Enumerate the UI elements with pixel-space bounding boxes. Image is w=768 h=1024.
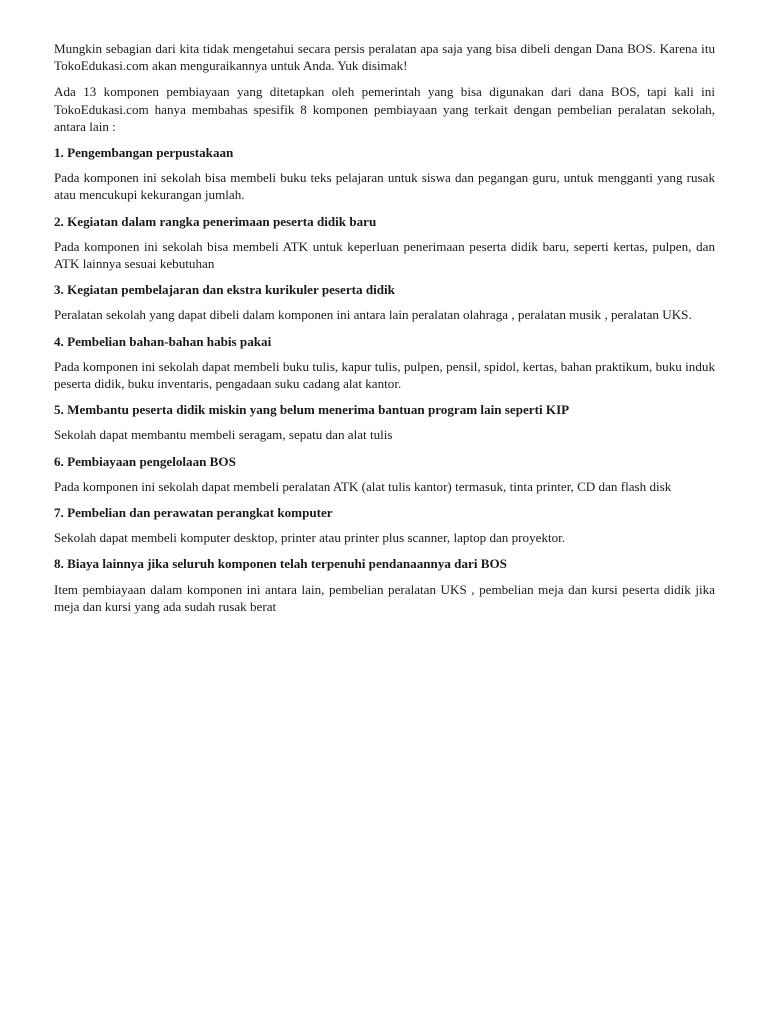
section-text: Peralatan sekolah yang dapat dibeli dalam komponen ini antara lain peralatan olahraga , peralatan musik , peralatan UKS.	[54, 307, 692, 323]
section-text: Item pembiayaan dalam komponen ini antara lain, pembelian peralatan UKS , pembelian meja dan kursi peserta didik jika meja dan kursi yang ada sudah rusak berat	[54, 581, 715, 614]
section-heading: 8. Biaya lainnya jika seluruh komponen telah terpenuhi pendanaannya dari BOS	[54, 556, 507, 572]
section-text: Pada komponen ini sekolah dapat membeli buku tulis, kapur tulis, pulpen, pensil, spidol, kertas, bahan praktikum, buku induk peserta didik, buku inventaris, pengadaan suku cadang alat kantor.	[54, 358, 715, 392]
intro-paragraph-2: Ada 13 komponen pembiayaan yang ditetapkan oleh pemerintah yang bisa digunakan dari dana BOS, tapi kali ini TokoEdukasi.com hanya membahas spesifik 8 komponen pembiayaan yang terkait dengan pembelian peralatan sekolah, antara lain :	[54, 84, 715, 134]
section-2	[54, 213, 715, 273]
section-heading: 4. Pembelian bahan-bahan habis pakai	[54, 333, 272, 349]
section-text: Sekolah dapat membantu membeli seragam, sepatu dan alat tulis	[54, 427, 393, 443]
section-text: Sekolah dapat membeli komputer desktop, printer atau printer plus scanner, laptop dan proyektor.	[54, 530, 566, 546]
document-page	[54, 40, 715, 624]
section-heading: 6. Pembiayaan pengelolaan BOS	[54, 453, 236, 469]
section-5	[54, 401, 715, 443]
section-text: Pada komponen ini sekolah bisa membeli buku teks pelajaran untuk siswa dan pegangan guru, untuk mengganti yang rusak atau mencukupi kekurangan jumlah.	[54, 170, 715, 203]
section-heading: 1. Pengembangan perpustakaan	[54, 145, 234, 161]
section-heading: 2. Kegiatan dalam rangka penerimaan peserta didik baru	[54, 213, 377, 229]
section-7	[54, 504, 715, 546]
section-4	[54, 333, 715, 393]
section-3	[54, 281, 715, 323]
section-heading: 3. Kegiatan pembelajaran dan ekstra kurikuler peserta didik	[54, 282, 395, 298]
section-heading: 7. Pembelian dan perawatan perangkat komputer	[54, 505, 333, 521]
section-6	[54, 453, 715, 495]
section-text: Pada komponen ini sekolah dapat membeli peralatan ATK (alat tulis kantor) termasuk, tinta printer, CD dan flash disk	[54, 478, 672, 494]
section-8	[54, 555, 715, 615]
section-text: Pada komponen ini sekolah bisa membeli ATK untuk keperluan penerimaan peserta didik baru, seperti kertas, pulpen, dan ATK lainnya sesuai kebutuhan	[54, 238, 715, 272]
section-heading: 5. Membantu peserta didik miskin yang belum menerima bantuan program lain seperti KIP	[54, 402, 570, 418]
section-1	[54, 144, 715, 204]
intro-paragraph-1: Mungkin sebagian dari kita tidak mengetahui secara persis peralatan apa saja yang bisa dibeli dengan Dana BOS. Karena itu TokoEdukasi.com akan menguraikannya untuk Anda. Yuk disimak!	[54, 41, 715, 74]
